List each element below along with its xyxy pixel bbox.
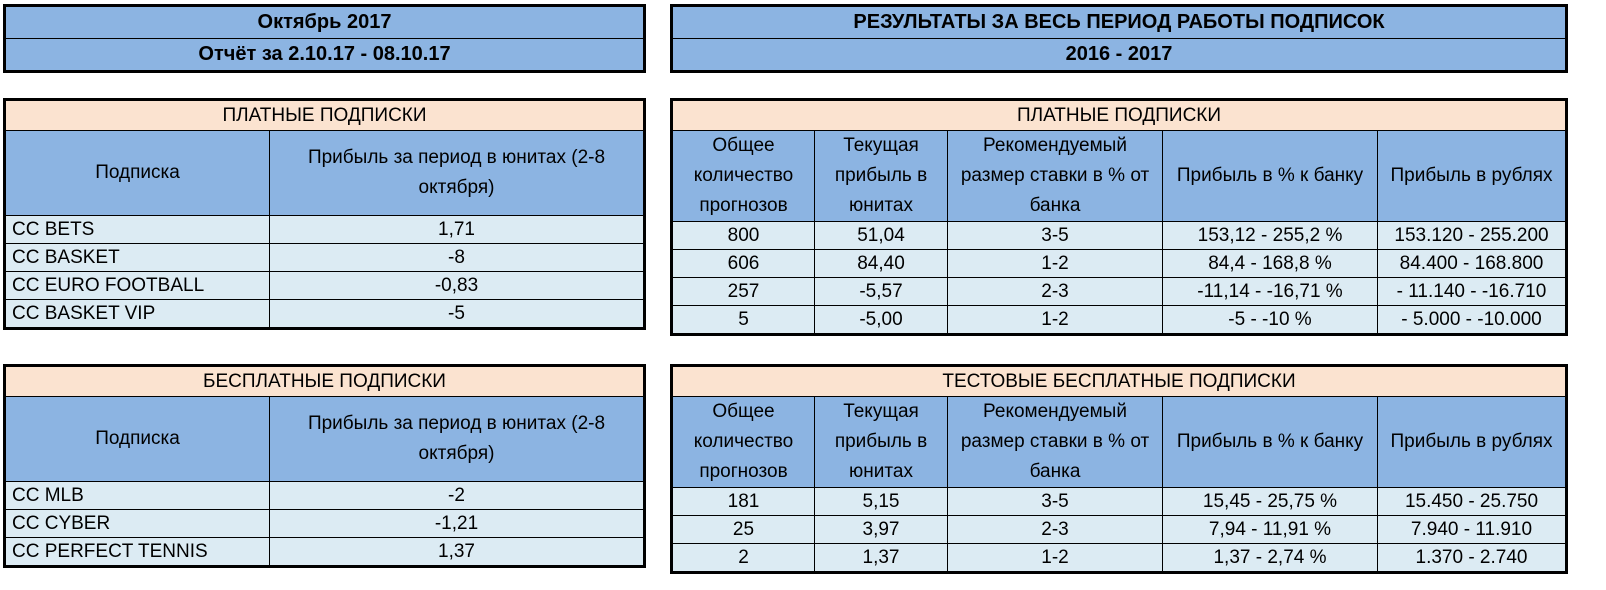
recommended-stake: 1-2: [948, 250, 1163, 278]
total-forecasts: 606: [672, 250, 815, 278]
profit-percent: 153,12 - 255,2 %: [1163, 222, 1378, 250]
free-period-title: БЕСПЛАТНЫЕ ПОДПИСКИ: [5, 366, 645, 397]
current-profit-units: -5,57: [815, 278, 948, 306]
table-row: [672, 278, 1567, 306]
table-row: [672, 488, 1567, 516]
period-profit: -1,21: [270, 510, 645, 538]
recommended-stake: 1-2: [948, 544, 1163, 573]
total-forecasts: 5: [672, 306, 815, 335]
profit-rubles: 1.370 - 2.740: [1378, 544, 1567, 573]
table-row: [672, 544, 1567, 573]
col-profit-percent: Прибыль в % к банку: [1163, 131, 1378, 222]
col-total-forecasts: Общее количество прогнозов: [672, 397, 815, 488]
table-row: [672, 516, 1567, 544]
subscription-name: CC MLB: [5, 482, 270, 510]
total-forecasts: 257: [672, 278, 815, 306]
period-profit: -2: [270, 482, 645, 510]
profit-rubles: 153.120 - 255.200: [1378, 222, 1567, 250]
report-header: [3, 4, 646, 73]
subscription-name: CC BASKET VIP: [5, 300, 270, 329]
col-total-forecasts: Общее количество прогнозов: [672, 131, 815, 222]
period-profit: -5: [270, 300, 645, 329]
period-profit: 1,37: [270, 538, 645, 567]
current-profit-units: 1,37: [815, 544, 948, 573]
table-row: [5, 482, 645, 510]
col-recommended-stake: Рекомендуемый размер ставки в % от банка: [948, 131, 1163, 222]
profit-percent: -5 - -10 %: [1163, 306, 1378, 335]
free-overall-table: [670, 364, 1568, 574]
table-row: [672, 306, 1567, 335]
subscription-name: CC CYBER: [5, 510, 270, 538]
period-profit: -0,83: [270, 272, 645, 300]
table-row: [672, 250, 1567, 278]
period-profit: 1,71: [270, 216, 645, 244]
period-title: Отчёт за 2.10.17 - 08.10.17: [5, 39, 645, 72]
total-forecasts: 181: [672, 488, 815, 516]
table-row: [5, 538, 645, 567]
table-row: [672, 222, 1567, 250]
paid-period-table: [3, 98, 646, 330]
col-profit-rubles: Прибыль в рублях: [1378, 397, 1567, 488]
current-profit-units: 51,04: [815, 222, 948, 250]
col-profit-rubles: Прибыль в рублях: [1378, 131, 1567, 222]
total-forecasts: 25: [672, 516, 815, 544]
table-row: [5, 510, 645, 538]
overall-header: [670, 4, 1568, 73]
recommended-stake: 3-5: [948, 488, 1163, 516]
period-profit: -8: [270, 244, 645, 272]
table-row: [5, 272, 645, 300]
overall-years: 2016 - 2017: [672, 39, 1567, 72]
profit-percent: 1,37 - 2,74 %: [1163, 544, 1378, 573]
profit-rubles: 7.940 - 11.910: [1378, 516, 1567, 544]
paid-overall-title: ПЛАТНЫЕ ПОДПИСКИ: [672, 100, 1567, 131]
recommended-stake: 2-3: [948, 278, 1163, 306]
subscription-name: CC BASKET: [5, 244, 270, 272]
free-period-table: [3, 364, 646, 568]
col-profit-period: Прибыль за период в юнитах (2-8 октября): [270, 131, 645, 216]
current-profit-units: -5,00: [815, 306, 948, 335]
month-title: Октябрь 2017: [5, 6, 645, 39]
free-overall-title: ТЕСТОВЫЕ БЕСПЛАТНЫЕ ПОДПИСКИ: [672, 366, 1567, 397]
col-subscription: Подписка: [5, 131, 270, 216]
subscription-name: CC PERFECT TENNIS: [5, 538, 270, 567]
col-recommended-stake: Рекомендуемый размер ставки в % от банка: [948, 397, 1163, 488]
profit-percent: 15,45 - 25,75 %: [1163, 488, 1378, 516]
subscription-name: CC BETS: [5, 216, 270, 244]
profit-percent: 7,94 - 11,91 %: [1163, 516, 1378, 544]
current-profit-units: 3,97: [815, 516, 948, 544]
total-forecasts: 800: [672, 222, 815, 250]
col-current-profit: Текущая прибыль в юнитах: [815, 397, 948, 488]
table-row: [5, 300, 645, 329]
col-profit-percent: Прибыль в % к банку: [1163, 397, 1378, 488]
current-profit-units: 84,40: [815, 250, 948, 278]
recommended-stake: 2-3: [948, 516, 1163, 544]
col-profit-period: Прибыль за период в юнитах (2-8 октября): [270, 397, 645, 482]
col-current-profit: Текущая прибыль в юнитах: [815, 131, 948, 222]
recommended-stake: 3-5: [948, 222, 1163, 250]
col-subscription: Подписка: [5, 397, 270, 482]
current-profit-units: 5,15: [815, 488, 948, 516]
profit-rubles: - 5.000 - -10.000: [1378, 306, 1567, 335]
table-row: [5, 216, 645, 244]
overall-title: РЕЗУЛЬТАТЫ ЗА ВЕСЬ ПЕРИОД РАБОТЫ ПОДПИСОК: [672, 6, 1567, 39]
subscription-name: CC EURO FOOTBALL: [5, 272, 270, 300]
profit-rubles: 84.400 - 168.800: [1378, 250, 1567, 278]
recommended-stake: 1-2: [948, 306, 1163, 335]
paid-period-title: ПЛАТНЫЕ ПОДПИСКИ: [5, 100, 645, 131]
profit-percent: -11,14 - -16,71 %: [1163, 278, 1378, 306]
paid-overall-table: [670, 98, 1568, 336]
profit-percent: 84,4 - 168,8 %: [1163, 250, 1378, 278]
profit-rubles: - 11.140 - -16.710: [1378, 278, 1567, 306]
total-forecasts: 2: [672, 544, 815, 573]
table-row: [5, 244, 645, 272]
profit-rubles: 15.450 - 25.750: [1378, 488, 1567, 516]
